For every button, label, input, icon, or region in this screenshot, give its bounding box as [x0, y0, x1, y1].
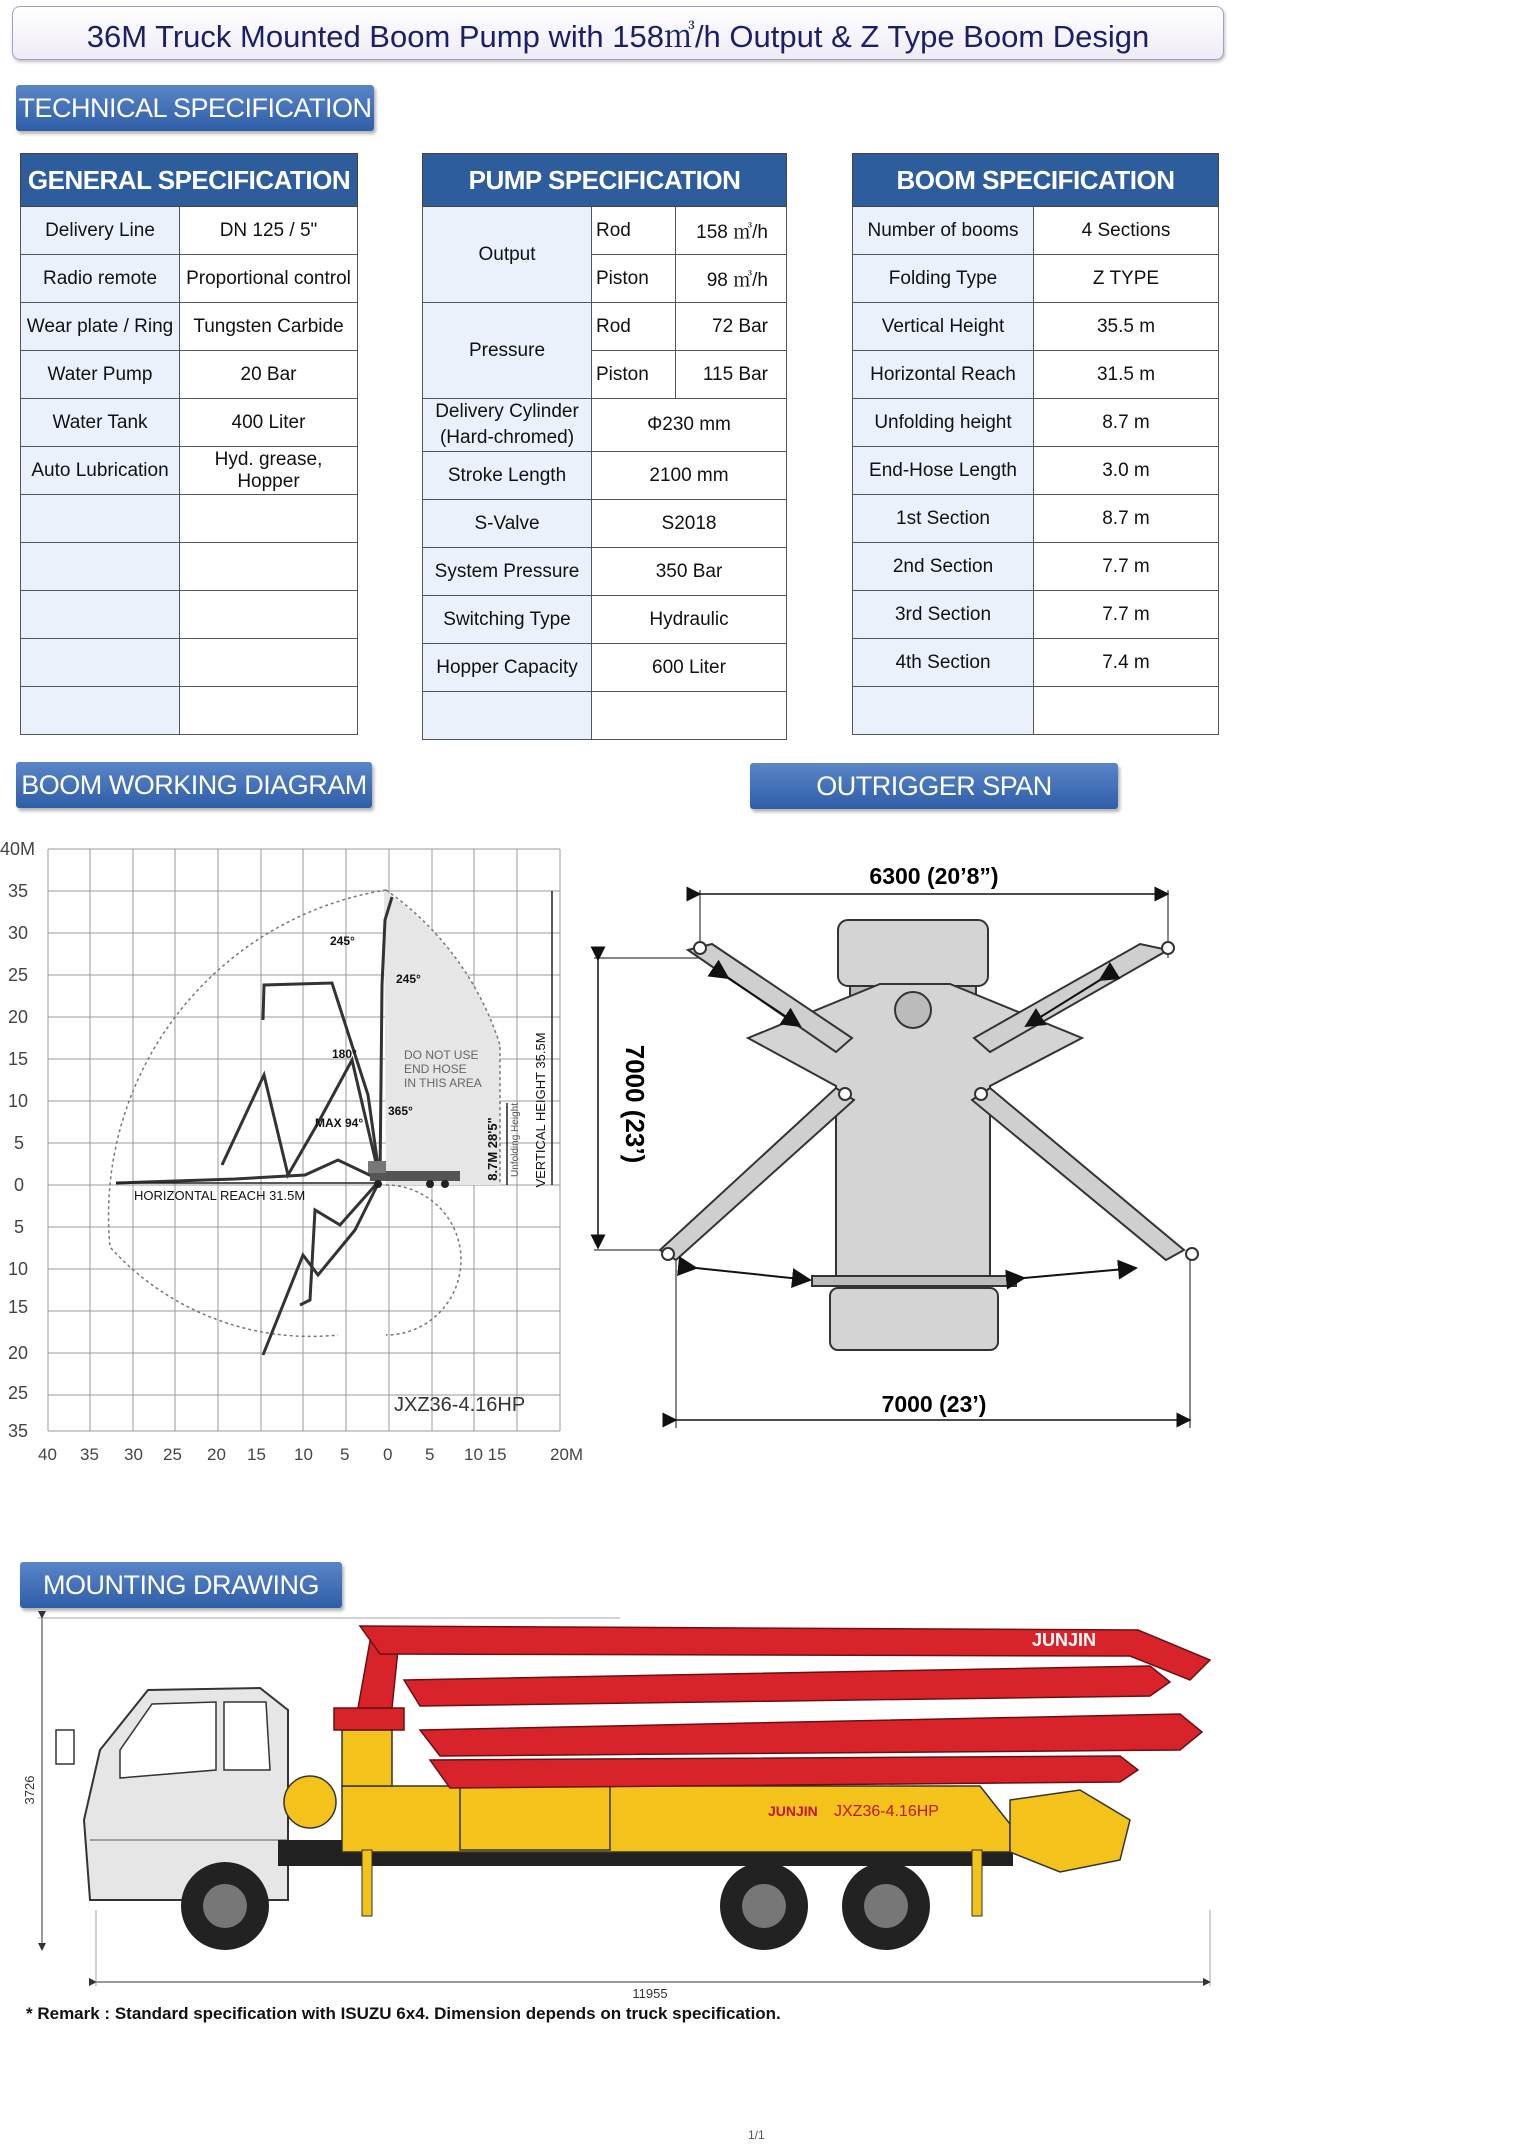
- brand-logo: JUNJIN: [1032, 1630, 1097, 1650]
- boom-label: End-Hose Length: [853, 447, 1034, 495]
- general-label: Auto Lubrication: [21, 447, 180, 495]
- boom-spec-table: [852, 153, 1219, 735]
- boom-value: 8.7 m: [1034, 495, 1219, 543]
- pump-value: 2100 mm: [592, 452, 787, 500]
- y-tick: 5: [14, 1133, 25, 1153]
- pump-spec-header: PUMP SPECIFICATION: [423, 154, 787, 207]
- x-tick: 20M: [550, 1445, 584, 1464]
- empty-cell: [853, 687, 1034, 735]
- general-value: 400 Liter: [180, 399, 358, 447]
- x-tick: 0: [383, 1445, 393, 1464]
- boom-value: 31.5 m: [1034, 351, 1219, 399]
- angle-label: 365°: [388, 1104, 413, 1118]
- y-tick: 15: [8, 1049, 29, 1069]
- y-tick: 35: [8, 1421, 29, 1441]
- pump-sublabel: Rod: [592, 303, 676, 351]
- boom-spec-header: BOOM SPECIFICATION: [853, 154, 1219, 207]
- boom-label: 1st Section: [853, 495, 1034, 543]
- pump-sublabel: Piston: [592, 255, 676, 303]
- empty-cell: [21, 687, 180, 735]
- x-tick: 10: [294, 1445, 313, 1464]
- mounting-drawing: [20, 1610, 1230, 2010]
- empty-cell: [1034, 687, 1219, 735]
- body-brand: JUNJIN: [768, 1803, 818, 1819]
- angle-label: 245°: [330, 934, 355, 948]
- y-tick: 20: [8, 1343, 29, 1363]
- height-dimension: 3726: [22, 1775, 37, 1805]
- general-value: DN 125 / 5": [180, 207, 358, 255]
- empty-cell: [592, 692, 787, 740]
- pump-label: [423, 399, 592, 452]
- pump-value: Φ230 mm: [592, 399, 787, 452]
- pump-value: 98 ㎥/h: [676, 255, 787, 303]
- y-tick: 25: [8, 1383, 29, 1403]
- tab-boom-working-diagram: BOOM WORKING DIAGRAM: [16, 762, 372, 808]
- general-value: 20 Bar: [180, 351, 358, 399]
- x-tick: 15: [247, 1445, 266, 1464]
- no-use-zone: [384, 890, 500, 1185]
- y-tick: 10: [8, 1259, 29, 1279]
- empty-cell: [21, 495, 180, 543]
- empty-cell: [21, 543, 180, 591]
- vertical-height-label: VERTICAL HEIGHT 35.5M: [533, 1032, 548, 1188]
- pump-label: Hopper Capacity: [423, 644, 592, 692]
- general-label: Radio remote: [21, 255, 180, 303]
- empty-cell: [21, 639, 180, 687]
- general-value: Tungsten Carbide: [180, 303, 358, 351]
- pump-label: Pressure: [423, 303, 592, 399]
- empty-cell: [180, 687, 358, 735]
- y-tick: 5: [14, 1217, 25, 1237]
- warning-line: END HOSE: [404, 1062, 467, 1076]
- boom-label: Vertical Height: [853, 303, 1034, 351]
- boom-value: Z TYPE: [1034, 255, 1219, 303]
- y-tick: 10: [8, 1091, 29, 1111]
- general-label: Wear plate / Ring: [21, 303, 180, 351]
- general-label: Delivery Line: [21, 207, 180, 255]
- y-tick: 20: [8, 1007, 29, 1027]
- horizontal-reach-label: HORIZONTAL REACH 31.5M: [134, 1188, 306, 1203]
- boom-label: 4th Section: [853, 639, 1034, 687]
- boom-value: 3.0 m: [1034, 447, 1219, 495]
- page-number: 1/1: [748, 2128, 765, 2142]
- pump-spec-table: [422, 153, 787, 740]
- x-tick: 25: [163, 1445, 182, 1464]
- general-spec-table: [20, 153, 358, 735]
- pump-value: 350 Bar: [592, 548, 787, 596]
- cyl-label-line: (Hard-chromed): [439, 427, 575, 448]
- model-label: JXZ36-4.16HP: [394, 1394, 526, 1416]
- boom-label: Number of booms: [853, 207, 1034, 255]
- boom-label: Horizontal Reach: [853, 351, 1034, 399]
- warning-line: DO NOT USE: [404, 1048, 479, 1062]
- page-title: 36M Truck Mounted Boom Pump with 158㎥/h Output & Z Type Boom Design: [12, 6, 1224, 60]
- boom-value: 7.7 m: [1034, 591, 1219, 639]
- boom-value: 4 Sections: [1034, 207, 1219, 255]
- x-tick: 5: [340, 1445, 350, 1464]
- y-tick: 15: [8, 1297, 29, 1317]
- y-axis-labels: [0, 839, 35, 1441]
- boom-value: 7.7 m: [1034, 543, 1219, 591]
- x-tick: 10 15: [464, 1445, 507, 1464]
- cyl-label-line: Delivery Cylinder: [435, 401, 579, 422]
- truck-cab: [56, 1688, 288, 1900]
- boom-working-diagram: [0, 835, 600, 1485]
- pump-value: S2018: [592, 500, 787, 548]
- general-label: Water Tank: [21, 399, 180, 447]
- pump-value: 600 Liter: [592, 644, 787, 692]
- general-spec-header: GENERAL SPECIFICATION: [21, 154, 358, 207]
- y-tick: 0: [14, 1175, 25, 1195]
- empty-cell: [180, 591, 358, 639]
- front-span-label: 6300 (20’8”): [869, 863, 999, 889]
- boom-value: 35.5 m: [1034, 303, 1219, 351]
- tab-mounting-drawing: MOUNTING DRAWING: [20, 1562, 342, 1608]
- pump-sublabel: Piston: [592, 351, 676, 399]
- boom-label: 2nd Section: [853, 543, 1034, 591]
- general-label: Water Pump: [21, 351, 180, 399]
- x-tick: 40: [38, 1445, 57, 1464]
- body-model: JXZ36-4.16HP: [834, 1803, 939, 1820]
- red-boom: [334, 1626, 1210, 1788]
- pump-value: 115 Bar: [676, 351, 787, 399]
- pump-label: S-Valve: [423, 500, 592, 548]
- general-value: Proportional control: [180, 255, 358, 303]
- pump-label: System Pressure: [423, 548, 592, 596]
- tab-technical-specification: TECHNICAL SPECIFICATION: [16, 85, 374, 131]
- unfold-height-label: Unfolding Height: [510, 1103, 521, 1177]
- remark: * Remark : Standard specification with ISUZU 6x4. Dimension depends on truck specification.: [26, 2004, 781, 2023]
- empty-cell: [423, 692, 592, 740]
- outrigger-span-diagram: [580, 840, 1240, 1460]
- pump-value: 72 Bar: [676, 303, 787, 351]
- boom-label: Folding Type: [853, 255, 1034, 303]
- tab-outrigger-span: OUTRIGGER SPAN: [750, 763, 1118, 809]
- pump-label: Stroke Length: [423, 452, 592, 500]
- boom-label: 3rd Section: [853, 591, 1034, 639]
- y-tick: 35: [8, 881, 29, 901]
- general-value: Hyd. grease, Hopper: [180, 447, 358, 495]
- angle-label: 180°: [332, 1047, 357, 1061]
- wheels: [181, 1862, 930, 1950]
- boom-value: 8.7 m: [1034, 399, 1219, 447]
- boom-label: Unfolding height: [853, 399, 1034, 447]
- unfold-height-value: 8.7M 28'5": [485, 1117, 500, 1181]
- empty-cell: [180, 543, 358, 591]
- working-envelope-lower: [386, 1185, 461, 1335]
- pump-label: Switching Type: [423, 596, 592, 644]
- warning-line: IN THIS AREA: [404, 1076, 482, 1090]
- pump-sublabel: Rod: [592, 207, 676, 255]
- pump-value: Hydraulic: [592, 596, 787, 644]
- angle-label: 245°: [396, 972, 421, 986]
- length-label: 7000 (23’): [620, 1044, 650, 1164]
- x-tick: 35: [80, 1445, 99, 1464]
- y-tick: 40M: [0, 839, 36, 859]
- y-tick: 30: [8, 923, 29, 943]
- x-tick: 30: [124, 1445, 143, 1464]
- empty-cell: [180, 639, 358, 687]
- length-dimension: 11955: [632, 1986, 668, 2001]
- y-tick: 25: [8, 965, 29, 985]
- pump-value: 158 ㎥/h: [676, 207, 787, 255]
- rear-span-label: 7000 (23’): [881, 1391, 987, 1417]
- angle-label: MAX 94°: [315, 1116, 364, 1130]
- x-tick: 20: [207, 1445, 226, 1464]
- empty-cell: [180, 495, 358, 543]
- empty-cell: [21, 591, 180, 639]
- x-tick: 5: [425, 1445, 435, 1464]
- boom-value: 7.4 m: [1034, 639, 1219, 687]
- x-axis-labels: [38, 1445, 583, 1464]
- pump-label: Output: [423, 207, 592, 303]
